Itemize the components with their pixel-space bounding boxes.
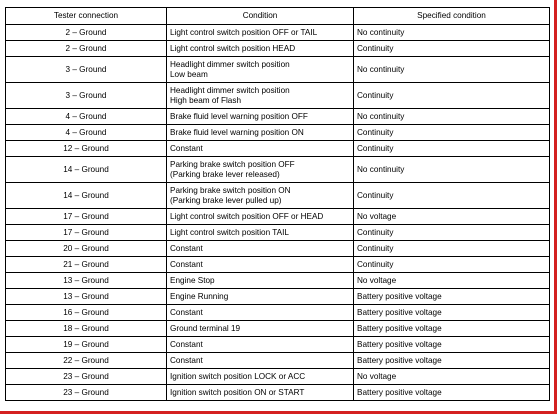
condition-line: Engine Stop xyxy=(170,275,215,285)
table-row xyxy=(6,289,550,305)
cell-specified-condition: Continuity xyxy=(354,41,550,57)
condition-line: Light control switch position TAIL xyxy=(170,227,289,237)
table-row xyxy=(6,257,550,273)
cell-condition xyxy=(167,385,354,401)
table-row xyxy=(6,273,550,289)
cell-condition xyxy=(167,209,354,225)
tester-connection-table xyxy=(5,7,550,401)
header-tester-connection: Tester connection xyxy=(6,8,167,25)
cell-condition xyxy=(167,289,354,305)
cell-tester-connection: 12 – Ground xyxy=(6,141,167,157)
table-row xyxy=(6,209,550,225)
condition-line: Engine Running xyxy=(170,291,229,301)
header-condition: Condition xyxy=(167,8,354,25)
cell-tester-connection: 2 – Ground xyxy=(6,41,167,57)
table-row xyxy=(6,157,550,183)
condition-line: Constant xyxy=(170,259,203,269)
table-body xyxy=(6,25,550,401)
cell-specified-condition: Continuity xyxy=(354,83,550,109)
condition-line: Headlight dimmer switch position xyxy=(170,86,290,96)
cell-condition xyxy=(167,305,354,321)
condition-line: Brake fluid level warning position ON xyxy=(170,127,304,137)
table-row xyxy=(6,141,550,157)
table-row xyxy=(6,183,550,209)
cell-tester-connection: 18 – Ground xyxy=(6,321,167,337)
table-row xyxy=(6,353,550,369)
cell-tester-connection: 19 – Ground xyxy=(6,337,167,353)
condition-line: Constant xyxy=(170,355,203,365)
condition-line: High beam of Flash xyxy=(170,95,241,105)
table-row xyxy=(6,241,550,257)
cell-tester-connection: 13 – Ground xyxy=(6,289,167,305)
condition-line: Constant xyxy=(170,339,203,349)
table-row xyxy=(6,25,550,41)
cell-tester-connection: 14 – Ground xyxy=(6,183,167,209)
table-row xyxy=(6,109,550,125)
cell-tester-connection: 21 – Ground xyxy=(6,257,167,273)
header-specified-condition: Specified condition xyxy=(354,8,550,25)
cell-specified-condition: Battery positive voltage xyxy=(354,337,550,353)
cell-specified-condition: Continuity xyxy=(354,241,550,257)
table-row xyxy=(6,337,550,353)
cell-specified-condition: Battery positive voltage xyxy=(354,321,550,337)
cell-specified-condition: Battery positive voltage xyxy=(354,353,550,369)
condition-line: Headlight dimmer switch position xyxy=(170,60,290,70)
condition-line: Ignition switch position ON or START xyxy=(170,387,305,397)
cell-specified-condition: Continuity xyxy=(354,141,550,157)
table-header-row xyxy=(6,8,550,25)
cell-tester-connection: 20 – Ground xyxy=(6,241,167,257)
table-row xyxy=(6,321,550,337)
condition-line: Ground terminal 19 xyxy=(170,323,241,333)
cell-specified-condition: No continuity xyxy=(354,157,550,183)
condition-line: Constant xyxy=(170,243,203,253)
cell-specified-condition: Continuity xyxy=(354,125,550,141)
cell-specified-condition: No continuity xyxy=(354,109,550,125)
cell-condition xyxy=(167,183,354,209)
table-row xyxy=(6,83,550,109)
table-row xyxy=(6,385,550,401)
cell-specified-condition: Battery positive voltage xyxy=(354,289,550,305)
cell-tester-connection: 16 – Ground xyxy=(6,305,167,321)
cell-condition xyxy=(167,83,354,109)
cell-specified-condition: No voltage xyxy=(354,273,550,289)
cell-specified-condition: No continuity xyxy=(354,25,550,41)
cell-condition xyxy=(167,157,354,183)
condition-line: Parking brake switch position ON xyxy=(170,186,291,196)
condition-line: Parking brake switch position OFF xyxy=(170,160,295,170)
cell-tester-connection: 23 – Ground xyxy=(6,369,167,385)
cell-condition xyxy=(167,57,354,83)
cell-tester-connection: 3 – Ground xyxy=(6,57,167,83)
condition-line: (Parking brake lever pulled up) xyxy=(170,195,282,205)
table-row xyxy=(6,125,550,141)
cell-tester-connection: 17 – Ground xyxy=(6,209,167,225)
cell-condition xyxy=(167,25,354,41)
cell-condition xyxy=(167,241,354,257)
cell-tester-connection: 14 – Ground xyxy=(6,157,167,183)
cell-condition xyxy=(167,141,354,157)
table-row xyxy=(6,41,550,57)
condition-line: Constant xyxy=(170,143,203,153)
cell-condition xyxy=(167,353,354,369)
table-row xyxy=(6,369,550,385)
cell-tester-connection: 23 – Ground xyxy=(6,385,167,401)
cell-specified-condition: Battery positive voltage xyxy=(354,305,550,321)
cell-condition xyxy=(167,337,354,353)
cell-specified-condition: No continuity xyxy=(354,57,550,83)
cell-specified-condition: Continuity xyxy=(354,225,550,241)
condition-line: Brake fluid level warning position OFF xyxy=(170,111,308,121)
table-row xyxy=(6,305,550,321)
cell-specified-condition: Continuity xyxy=(354,183,550,209)
cell-condition xyxy=(167,369,354,385)
cell-specified-condition: No voltage xyxy=(354,209,550,225)
cell-tester-connection: 4 – Ground xyxy=(6,125,167,141)
cell-condition xyxy=(167,125,354,141)
cell-condition xyxy=(167,41,354,57)
cell-condition xyxy=(167,109,354,125)
condition-line: Ignition switch position LOCK or ACC xyxy=(170,371,306,381)
condition-line: Constant xyxy=(170,307,203,317)
condition-line: Light control switch position HEAD xyxy=(170,43,296,53)
cell-tester-connection: 4 – Ground xyxy=(6,109,167,125)
cell-tester-connection: 17 – Ground xyxy=(6,225,167,241)
cell-condition xyxy=(167,273,354,289)
cell-specified-condition: Continuity xyxy=(354,257,550,273)
cell-tester-connection: 22 – Ground xyxy=(6,353,167,369)
condition-line: Low beam xyxy=(170,69,208,79)
table-row xyxy=(6,57,550,83)
cell-specified-condition: Battery positive voltage xyxy=(354,385,550,401)
cell-tester-connection: 3 – Ground xyxy=(6,83,167,109)
cell-tester-connection: 13 – Ground xyxy=(6,273,167,289)
table-row xyxy=(6,225,550,241)
condition-line: Light control switch position OFF or TAIL xyxy=(170,27,318,37)
cell-condition xyxy=(167,257,354,273)
cell-condition xyxy=(167,225,354,241)
condition-line: Light control switch position OFF or HEAD xyxy=(170,211,324,221)
condition-line: (Parking brake lever released) xyxy=(170,169,280,179)
cell-specified-condition: No voltage xyxy=(354,369,550,385)
cell-condition xyxy=(167,321,354,337)
cell-tester-connection: 2 – Ground xyxy=(6,25,167,41)
